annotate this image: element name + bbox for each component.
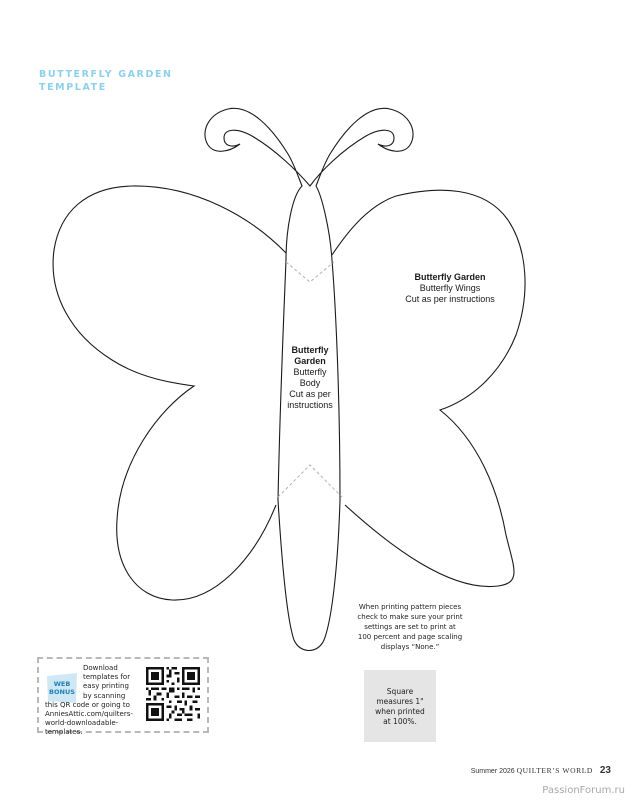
- web-bonus-badge-line-2: BONUS: [49, 688, 75, 696]
- test-square-line-4: at 100%.: [383, 717, 417, 726]
- web-bonus-box: [37, 657, 209, 737]
- test-square-text: [364, 687, 436, 727]
- test-square-line-2: measures 1": [376, 697, 424, 706]
- web-bonus-text-line-5: this QR code or going to: [45, 700, 130, 709]
- web-bonus-text-line-3: easy printing: [83, 682, 129, 691]
- web-bonus-text-line-4: by scanning: [83, 691, 126, 700]
- body-label-title-line-1: Butterfly: [291, 345, 329, 355]
- page-title-line-1: BUTTERFLY GARDEN: [39, 69, 173, 80]
- web-bonus-text-line-6: AnniesAttic.com/quilters-: [45, 710, 133, 719]
- web-bonus-text-line-7: world-downloadable-: [45, 719, 119, 728]
- body-label-title-line-2: Garden: [294, 356, 326, 366]
- wings-pattern-label: [390, 272, 510, 305]
- body-label-line-1: Butterfly: [293, 367, 327, 377]
- body-pattern-label: [279, 345, 341, 411]
- web-bonus-text-line-2: templates for: [83, 673, 131, 682]
- printing-note-line-1: When printing pattern pieces: [358, 603, 462, 611]
- watermark: PassionForum.ru: [542, 785, 625, 796]
- web-bonus-text-line-8: templates.: [45, 728, 83, 737]
- web-bonus-text: [45, 664, 141, 738]
- web-bonus-text-line-1: Download: [83, 664, 118, 672]
- body-label-line-4: instructions: [287, 400, 333, 410]
- footer-publication: QUILTER’S WORLD: [516, 766, 593, 775]
- body-label-line-2: Body: [299, 378, 321, 388]
- body-label-line-3: Cut as per: [289, 389, 331, 399]
- printing-note-line-3: settings are set to print at: [364, 623, 456, 631]
- test-square-line-3: when printed: [375, 707, 425, 716]
- printing-note-line-4: 100 percent and page scaling: [357, 633, 463, 641]
- qr-code-icon[interactable]: [146, 667, 200, 721]
- wings-label-title: Butterfly Garden: [414, 272, 486, 282]
- page-footer: [471, 765, 611, 776]
- test-square-line-1: Square: [386, 687, 414, 696]
- page-title-line-2: TEMPLATE: [39, 82, 107, 93]
- wings-label-line-1: Butterfly Wings: [419, 283, 481, 293]
- web-bonus-badge-line-1: WEB: [53, 680, 71, 688]
- printing-note: [345, 602, 475, 652]
- page-number: 23: [599, 765, 611, 776]
- footer-issue: Summer 2026: [470, 768, 515, 775]
- wings-label-line-2: Cut as per instructions: [405, 294, 495, 304]
- printing-note-line-5: displays “None.”: [380, 643, 440, 651]
- one-inch-test-square: [364, 670, 436, 742]
- printing-note-line-2: check to make sure your print: [357, 613, 463, 621]
